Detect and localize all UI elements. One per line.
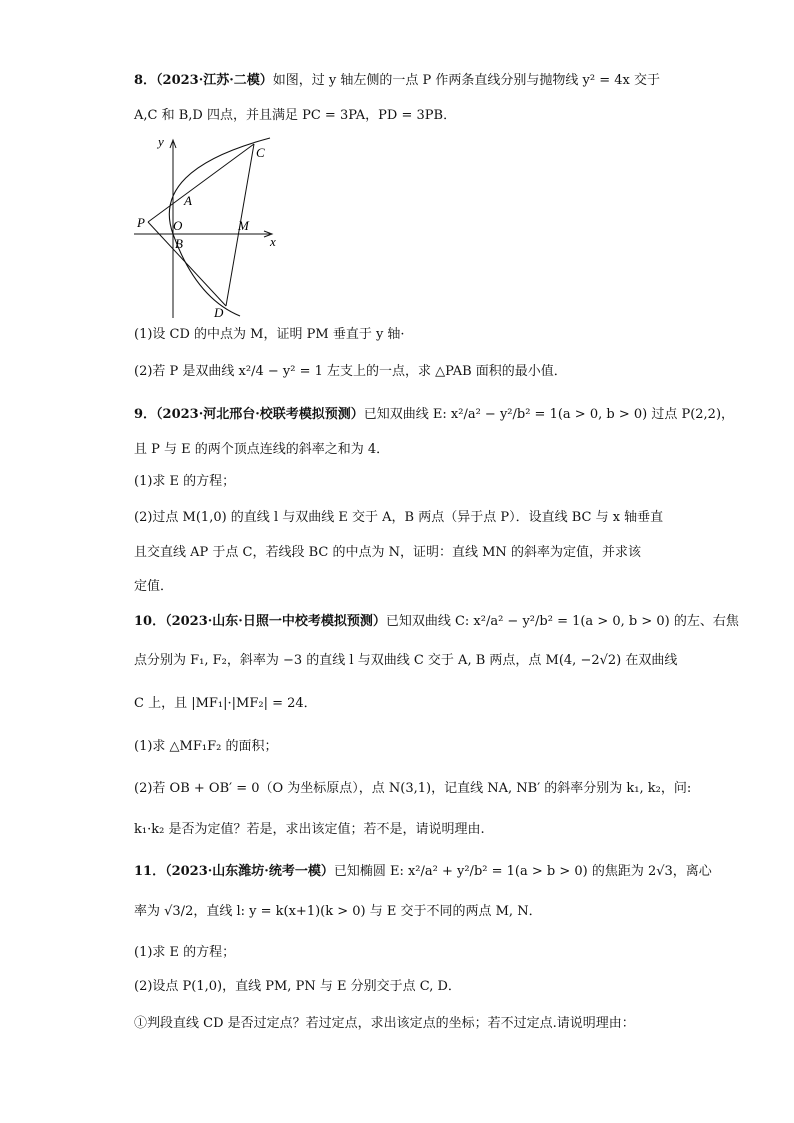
- q10-number: 10．: [134, 614, 166, 629]
- q11-sub1: ①判段直线 CD 是否过定点？若过定点，求出该定点的坐标；若不过定点.请说明理由：: [134, 1016, 635, 1031]
- q11-stem-1: 已知椭圆 E: x²/a² + y²/b² = 1(a > b > 0) 的焦距为 2√3，离心: [333, 864, 712, 879]
- q11-line2: 率为 √3/2，直线 l: y = k(x+1)(k > 0) 与 E 交于不同的两点 M, N．: [134, 904, 542, 919]
- line-PC: [148, 144, 254, 222]
- parabola: [169, 138, 270, 316]
- q10-stem-1: 已知双曲线 C: x²/a² − y²/b² = 1(a > 0, b > 0) 的左、右焦: [385, 614, 739, 629]
- q9-source: （2023·河北邢台·校联考模拟预测）: [156, 407, 364, 422]
- label-x: x: [270, 234, 276, 249]
- q11-part2: (2)设点 P(1,0)，直线 PM, PN 与 E 分别交于点 C, D．: [134, 979, 461, 994]
- q11-number: 11．: [134, 864, 166, 879]
- q8-source: （2023·江苏·二模）: [156, 73, 273, 88]
- q8-figure: [130, 130, 290, 320]
- label-C: C: [256, 145, 265, 160]
- q11-part1: (1)求 E 的方程；: [134, 945, 236, 960]
- label-A: A: [184, 193, 192, 208]
- q10-line3: C 上，且 |MF₁|·|MF₂| = 24．: [134, 696, 317, 711]
- label-D: D: [214, 305, 224, 320]
- q10-part2-a: (2)若 OB + OB′ = 0（O 为坐标原点），点 N(3,1)，记直线 NA, NB′ 的斜率分别为 k₁, k₂，问:: [134, 781, 692, 796]
- q10-part1: (1)求 △MF₁F₂ 的面积；: [134, 739, 278, 754]
- q10-part2-b: k₁·k₂ 是否为定值？若是，求出该定值；若不是，请说明理由.: [134, 822, 485, 837]
- label-B: B: [175, 236, 183, 251]
- q9-part2-b: 且交直线 AP 于点 C，若线段 BC 的中点为 N，证明：直线 MN 的斜率为定值，并求该: [134, 545, 641, 560]
- q11-line1: [134, 862, 712, 882]
- label-O: O: [173, 218, 183, 233]
- q10-source: （2023·山东·日照一中校考模拟预测）: [165, 614, 386, 629]
- q8-line2: A,C 和 B,D 四点，并且满足 PC = 3PA，PD = 3PB．: [134, 108, 457, 123]
- q9-part2-a: (2)过点 M(1,0) 的直线 l 与双曲线 E 交于 A，B 两点（异于点 P）．设直线 BC 与 x 轴垂直: [134, 510, 664, 525]
- label-P: P: [137, 215, 145, 230]
- q9-part2-c: 定值．: [134, 579, 174, 594]
- q9-line1: [134, 405, 734, 425]
- label-M: M: [238, 218, 249, 233]
- q9-part1: (1)求 E 的方程；: [134, 474, 236, 489]
- q10-line1: [134, 612, 739, 632]
- line-PD: [148, 222, 226, 306]
- q9-number: 9．: [134, 407, 157, 422]
- q11-source: （2023·山东潍坊·统考一模）: [165, 864, 334, 879]
- q9-stem-1: 已知双曲线 E: x²/a² − y²/b² = 1(a > 0, b > 0) 过点 P(2,2)，: [363, 407, 735, 422]
- q8-part1: (1)设 CD 的中点为 M，证明 PM 垂直于 y 轴·: [134, 327, 405, 342]
- q8-line1: [134, 71, 660, 91]
- q8-part2: (2)若 P 是双曲线 x²/4 − y² = 1 左支上的一点，求 △PAB 面积的最小值．: [134, 364, 567, 379]
- label-y: y: [158, 134, 164, 149]
- q9-line2: 且 P 与 E 的两个顶点连线的斜率之和为 4．: [134, 442, 390, 457]
- q8-stem-1: 如图，过 y 轴左侧的一点 P 作两条直线分别与抛物线 y² = 4x 交于: [272, 73, 660, 88]
- q8-number: 8．: [134, 73, 157, 88]
- q10-line2: 点分别为 F₁, F₂，斜率为 −3 的直线 l 与双曲线 C 交于 A, B 两点，点 M(4, −2√2) 在双曲线: [134, 653, 678, 668]
